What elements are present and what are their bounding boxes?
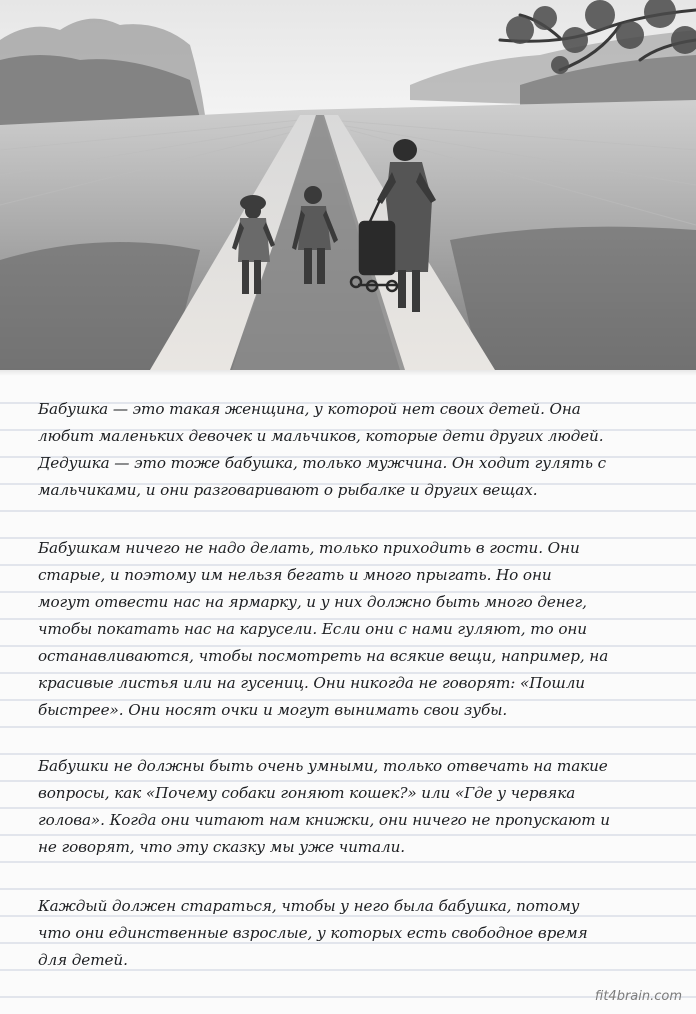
paragraph-4: Каждый должен стараться, чтобы у него была бабушка, потому что они единственные взрослые, у которых есть свободное время для детей. xyxy=(38,897,588,969)
paragraph-3: Бабушки не должны быть очень умными, только отвечать на такие вопросы, как «Почему собаки гоняют кошек?» или «Где у червяка голова». Когда они читают нам книжки, они ничего не пропускают и не говорят, что эту сказку мы уже читали. xyxy=(38,757,610,856)
paragraph-1: Бабушка — это такая женщина, у которой нет своих детей. Она любит маленьких девочек и мальчиков, которые дети других людей. Дедушка — это тоже бабушка, только мужчина. Он ходит гулять с мальчиками, и они разговаривают о рыбалке и других вещах. xyxy=(38,400,607,499)
paragraph-2: Бабушкам ничего не надо делать, только приходить в гости. Они старые, и поэтому им нельзя бегать и много прыгать. Но они могут отвести нас на ярмарку, и у них должно быть много денег, чтобы покатать нас на карусели. Если они с нами гуляют, то они останавливаются, чтобы посмотреть на всякие вещи, например, на красивые листья или на гусениц. Они никогда не говорят: «Пошли быстрее». Они носят очки и могут вынимать свои зубы. xyxy=(38,539,609,719)
countryside-photo xyxy=(0,0,696,370)
watermark: fit4brain.com xyxy=(594,989,682,1004)
